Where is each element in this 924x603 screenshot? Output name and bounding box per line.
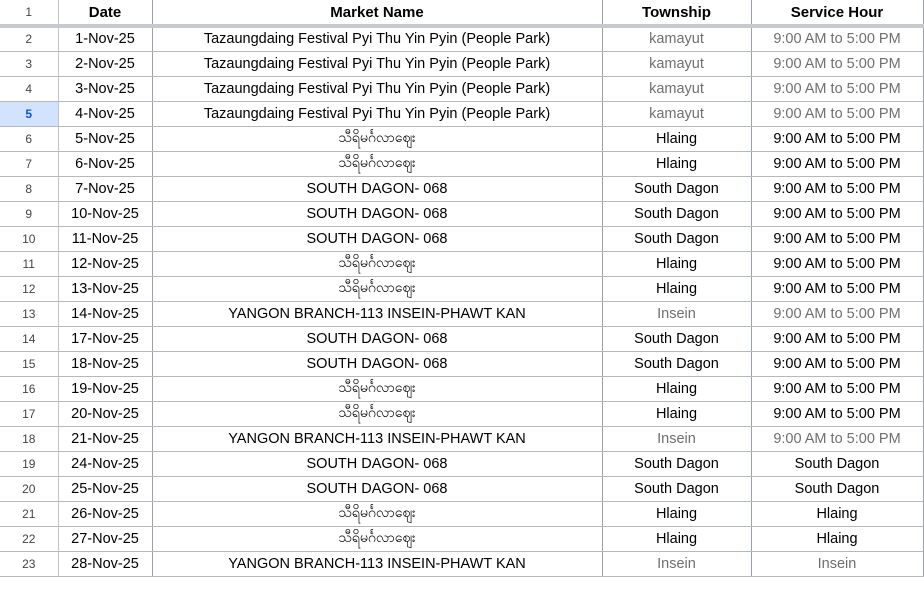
row-number[interactable]: 19 <box>0 451 58 476</box>
market-name-cell[interactable]: Tazaungdaing Festival Pyi Thu Yin Pyin (People Park) <box>152 76 602 101</box>
market-name-cell[interactable]: YANGON BRANCH-113 INSEIN-PHAWT KAN <box>152 426 602 451</box>
township-cell[interactable]: South Dagon <box>602 476 751 501</box>
township-cell[interactable]: Hlaing <box>602 151 751 176</box>
row-number[interactable]: 3 <box>0 51 58 76</box>
table-row <box>0 251 923 276</box>
row-number[interactable]: 20 <box>0 476 58 501</box>
township-cell[interactable]: Insein <box>602 426 751 451</box>
service-hour-cell[interactable]: 9:00 AM to 5:00 PM <box>751 251 923 276</box>
market-name-cell[interactable]: Tazaungdaing Festival Pyi Thu Yin Pyin (People Park) <box>152 51 602 76</box>
row-number[interactable]: 8 <box>0 176 58 201</box>
table-row <box>0 376 923 401</box>
service-hour-cell[interactable]: 9:00 AM to 5:00 PM <box>751 76 923 101</box>
date-cell[interactable]: 6-Nov-25 <box>58 151 152 176</box>
market-name-cell[interactable]: SOUTH DAGON- 068 <box>152 476 602 501</box>
service-hour-cell[interactable]: 9:00 AM to 5:00 PM <box>751 426 923 451</box>
service-hour-cell[interactable]: 9:00 AM to 5:00 PM <box>751 201 923 226</box>
township-cell[interactable]: kamayut <box>602 51 751 76</box>
service-hour-cell[interactable]: 9:00 AM to 5:00 PM <box>751 351 923 376</box>
township-cell[interactable]: Hlaing <box>602 251 751 276</box>
market-name-cell[interactable]: SOUTH DAGON- 068 <box>152 451 602 476</box>
township-cell[interactable]: Hlaing <box>602 126 751 151</box>
row-number[interactable]: 15 <box>0 351 58 376</box>
service-hour-cell[interactable]: 9:00 AM to 5:00 PM <box>751 26 923 51</box>
township-cell[interactable]: kamayut <box>602 101 751 126</box>
service-hour-cell[interactable]: Hlaing <box>751 526 923 551</box>
date-cell[interactable]: 20-Nov-25 <box>58 401 152 426</box>
table-row <box>0 126 923 151</box>
header-service-hour[interactable]: Service Hour <box>751 0 923 26</box>
market-name-cell[interactable]: သီရိမင်္ဂလာဈေး <box>152 276 602 301</box>
row-number[interactable]: 12 <box>0 276 58 301</box>
date-cell[interactable]: 2-Nov-25 <box>58 51 152 76</box>
row-number[interactable]: 23 <box>0 551 58 576</box>
service-hour-cell[interactable]: 9:00 AM to 5:00 PM <box>751 176 923 201</box>
row-number[interactable]: 21 <box>0 501 58 526</box>
date-cell[interactable]: 7-Nov-25 <box>58 176 152 201</box>
market-name-cell[interactable]: YANGON BRANCH-113 INSEIN-PHAWT KAN <box>152 551 602 576</box>
date-cell[interactable]: 21-Nov-25 <box>58 426 152 451</box>
township-cell[interactable]: Hlaing <box>602 376 751 401</box>
row-number[interactable]: 11 <box>0 251 58 276</box>
service-hour-cell[interactable]: 9:00 AM to 5:00 PM <box>751 101 923 126</box>
date-cell[interactable]: 25-Nov-25 <box>58 476 152 501</box>
date-cell[interactable]: 19-Nov-25 <box>58 376 152 401</box>
date-cell[interactable]: 4-Nov-25 <box>58 101 152 126</box>
township-cell[interactable]: Hlaing <box>602 401 751 426</box>
table-row <box>0 451 923 476</box>
table-row <box>0 301 923 326</box>
township-cell[interactable]: Hlaing <box>602 276 751 301</box>
row-number[interactable]: 5 <box>0 101 58 126</box>
township-cell[interactable]: Insein <box>602 551 751 576</box>
service-hour-cell[interactable]: South Dagon <box>751 451 923 476</box>
date-cell[interactable]: 18-Nov-25 <box>58 351 152 376</box>
township-cell[interactable]: kamayut <box>602 26 751 51</box>
date-cell[interactable]: 27-Nov-25 <box>58 526 152 551</box>
township-cell[interactable]: Hlaing <box>602 501 751 526</box>
table-row <box>0 476 923 501</box>
township-cell[interactable]: Insein <box>602 301 751 326</box>
row-number[interactable]: 4 <box>0 76 58 101</box>
table-row <box>0 351 923 376</box>
date-cell[interactable]: 1-Nov-25 <box>58 26 152 51</box>
header-date[interactable]: Date <box>58 0 152 26</box>
service-hour-cell[interactable]: Insein <box>751 551 923 576</box>
row-number[interactable]: 17 <box>0 401 58 426</box>
date-cell[interactable]: 13-Nov-25 <box>58 276 152 301</box>
market-name-cell[interactable]: SOUTH DAGON- 068 <box>152 176 602 201</box>
date-cell[interactable]: 12-Nov-25 <box>58 251 152 276</box>
market-name-cell[interactable]: သီရိမင်္ဂလာဈေး <box>152 151 602 176</box>
market-name-cell[interactable]: သီရိမင်္ဂလာဈေး <box>152 376 602 401</box>
service-hour-cell[interactable]: 9:00 AM to 5:00 PM <box>751 226 923 251</box>
row-number[interactable]: 1 <box>0 0 58 26</box>
market-name-cell[interactable]: သီရိမင်္ဂလာဈေး <box>152 126 602 151</box>
row-number[interactable]: 18 <box>0 426 58 451</box>
service-hour-cell[interactable]: 9:00 AM to 5:00 PM <box>751 326 923 351</box>
market-name-cell[interactable]: SOUTH DAGON- 068 <box>152 351 602 376</box>
date-cell[interactable]: 26-Nov-25 <box>58 501 152 526</box>
service-hour-cell[interactable]: 9:00 AM to 5:00 PM <box>751 126 923 151</box>
row-number[interactable]: 10 <box>0 226 58 251</box>
table-row <box>0 201 923 226</box>
township-cell[interactable]: South Dagon <box>602 201 751 226</box>
township-cell[interactable]: Hlaing <box>602 526 751 551</box>
township-cell[interactable]: South Dagon <box>602 451 751 476</box>
row-number[interactable]: 6 <box>0 126 58 151</box>
service-hour-cell[interactable]: 9:00 AM to 5:00 PM <box>751 401 923 426</box>
date-cell[interactable]: 10-Nov-25 <box>58 201 152 226</box>
header-township[interactable]: Township <box>602 0 751 26</box>
service-hour-cell[interactable]: 9:00 AM to 5:00 PM <box>751 276 923 301</box>
market-name-cell[interactable]: သီရိမင်္ဂလာဈေး <box>152 251 602 276</box>
row-number[interactable]: 9 <box>0 201 58 226</box>
table-row <box>0 151 923 176</box>
date-cell[interactable]: 3-Nov-25 <box>58 76 152 101</box>
township-cell[interactable]: South Dagon <box>602 351 751 376</box>
date-cell[interactable]: 14-Nov-25 <box>58 301 152 326</box>
table-row <box>0 101 923 126</box>
date-cell[interactable]: 28-Nov-25 <box>58 551 152 576</box>
service-hour-cell[interactable]: 9:00 AM to 5:00 PM <box>751 151 923 176</box>
table-row <box>0 326 923 351</box>
table-row <box>0 176 923 201</box>
date-cell[interactable]: 17-Nov-25 <box>58 326 152 351</box>
table-row <box>0 426 923 451</box>
header-row <box>0 0 923 26</box>
market-name-cell[interactable]: SOUTH DAGON- 068 <box>152 201 602 226</box>
market-name-cell[interactable]: SOUTH DAGON- 068 <box>152 226 602 251</box>
date-cell[interactable]: 5-Nov-25 <box>58 126 152 151</box>
market-name-cell[interactable]: YANGON BRANCH-113 INSEIN-PHAWT KAN <box>152 301 602 326</box>
header-market-name[interactable]: Market Name <box>152 0 602 26</box>
market-name-cell[interactable]: Tazaungdaing Festival Pyi Thu Yin Pyin (People Park) <box>152 101 602 126</box>
table-row <box>0 26 923 51</box>
township-cell[interactable]: South Dagon <box>602 176 751 201</box>
date-cell[interactable]: 11-Nov-25 <box>58 226 152 251</box>
table-row <box>0 51 923 76</box>
row-number[interactable]: 13 <box>0 301 58 326</box>
table-row <box>0 526 923 551</box>
table-row <box>0 501 923 526</box>
table-row <box>0 401 923 426</box>
market-name-cell[interactable]: SOUTH DAGON- 068 <box>152 326 602 351</box>
table-row <box>0 276 923 301</box>
row-number[interactable]: 16 <box>0 376 58 401</box>
township-cell[interactable]: South Dagon <box>602 326 751 351</box>
market-name-cell[interactable]: Tazaungdaing Festival Pyi Thu Yin Pyin (People Park) <box>152 26 602 51</box>
service-hour-cell[interactable]: 9:00 AM to 5:00 PM <box>751 51 923 76</box>
row-number[interactable]: 22 <box>0 526 58 551</box>
row-number[interactable]: 2 <box>0 26 58 51</box>
service-hour-cell[interactable]: South Dagon <box>751 476 923 501</box>
date-cell[interactable]: 24-Nov-25 <box>58 451 152 476</box>
market-name-cell[interactable]: သီရိမင်္ဂလာဈေး <box>152 401 602 426</box>
row-number[interactable]: 7 <box>0 151 58 176</box>
table-row <box>0 226 923 251</box>
market-name-cell[interactable]: သီရိမင်္ဂလာဈေး <box>152 501 602 526</box>
row-number[interactable]: 14 <box>0 326 58 351</box>
table-row <box>0 551 923 576</box>
market-name-cell[interactable]: သီရိမင်္ဂလာဈေး <box>152 526 602 551</box>
township-cell[interactable]: kamayut <box>602 76 751 101</box>
service-hour-cell[interactable]: 9:00 AM to 5:00 PM <box>751 301 923 326</box>
township-cell[interactable]: South Dagon <box>602 226 751 251</box>
service-hour-cell[interactable]: Hlaing <box>751 501 923 526</box>
service-hour-cell[interactable]: 9:00 AM to 5:00 PM <box>751 376 923 401</box>
table-row <box>0 76 923 101</box>
